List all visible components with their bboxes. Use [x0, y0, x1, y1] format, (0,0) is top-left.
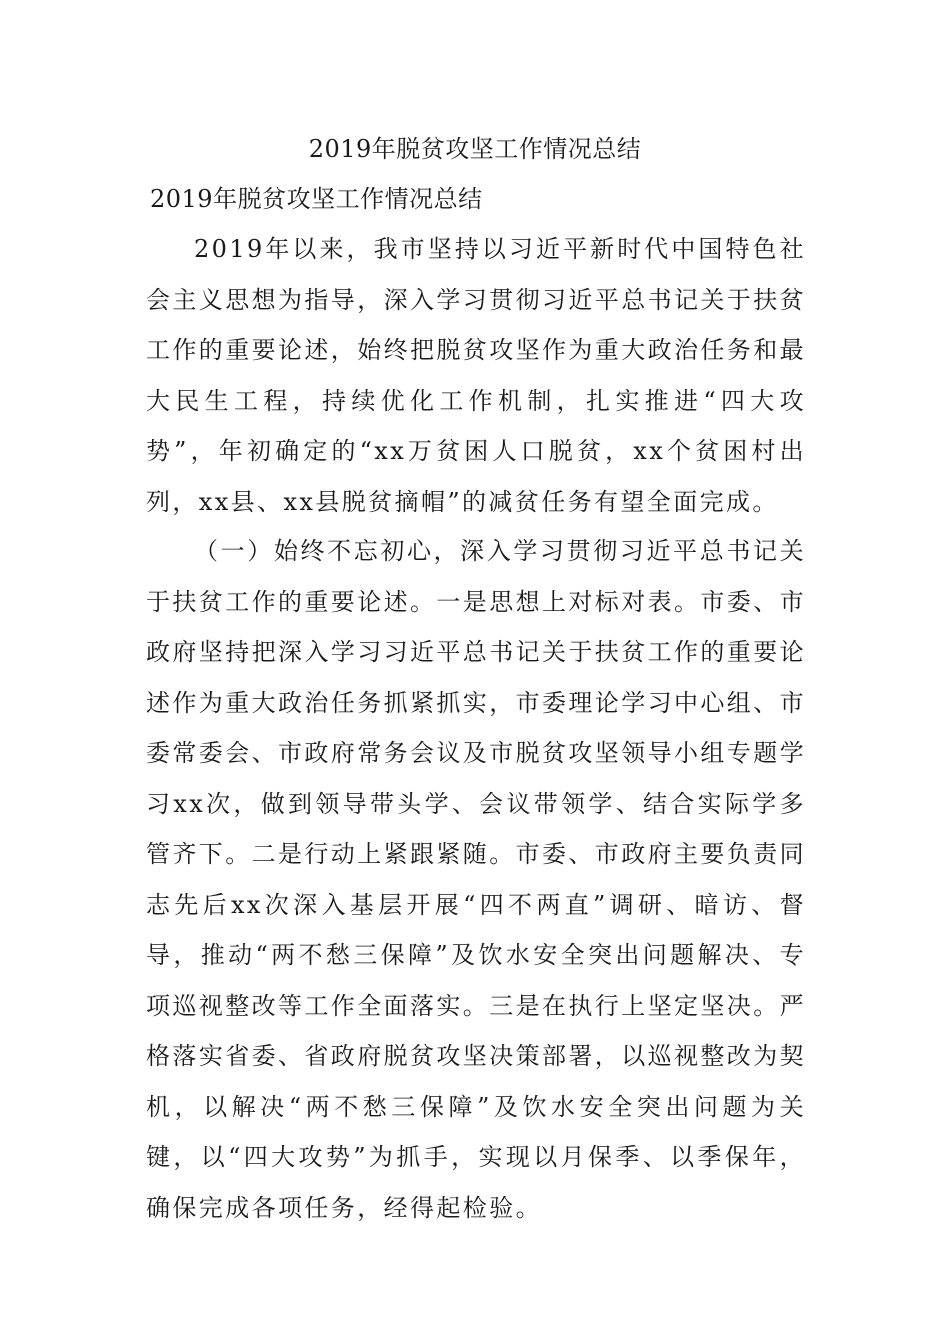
paragraph-section-1: （一）始终不忘初心，深入学习贯彻习近平总书记关于扶贫工作的重要论述。一是思想上对标对表。市委、市政府坚持把深入学习习近平总书记关于扶贫工作的重要论述作为重大政治任务抓紧抓实，市委理论学习中心组、市委常委会、市政府常务会议及市脱贫攻坚领导小组专题学习xx次，做到领导带头学、会议带领学、结合实际学多管齐下。二是行动上紧跟紧随。市委、市政府主要负责同志先后xx次深入基层开展“四不两直”调研、暗访、督导，推动“两不愁三保障”及饮水安全突出问题解决、专项巡视整改等工作全面落实。三是在执行上坚定坚决。严格落实省委、省政府脱贫攻坚决策部署，以巡视整改为契机，以解决“两不愁三保障”及饮水安全突出问题为关键，以“四大攻势”为抓手，实现以月保季、以季保年，确保完成各项任务，经得起检验。	[146, 537, 806, 1222]
document-title: 2019年脱贫攻坚工作情况总结	[308, 135, 642, 163]
document-subtitle: 2019年脱贫攻坚工作情况总结	[150, 185, 483, 213]
paragraph-intro: 2019年以来，我市坚持以习近平新时代中国特色社会主义思想为指导，深入学习贯彻习近平总书记关于扶贫工作的重要论述，始终把脱贫攻坚作为重大政治任务和最大民生工程，持续优化工作机制，扎实推进“四大攻势”，年初确定的“xx万贫困人口脱贫，xx个贫困村出列，xx县、xx县脱贫摘帽”的减贫任务有望全面完成。	[146, 235, 806, 516]
